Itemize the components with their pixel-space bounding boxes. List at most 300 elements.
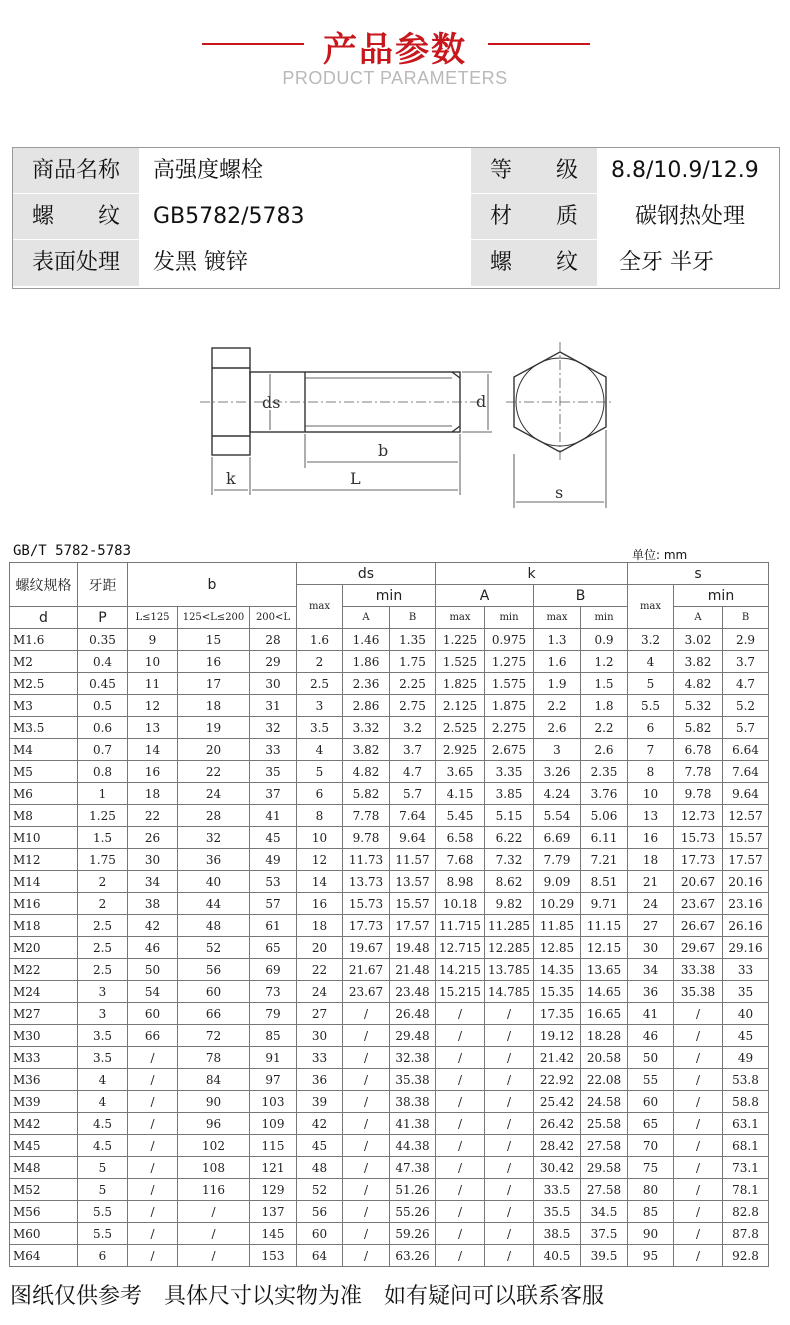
table-cell: 29.48 [390, 1025, 436, 1047]
table-cell: 21.42 [534, 1047, 581, 1069]
table-cell: / [128, 1201, 178, 1223]
table-cell: 1.35 [390, 629, 436, 651]
table-cell: 60 [128, 1003, 178, 1025]
header-spec: 螺纹规格 [10, 563, 78, 607]
table-cell: / [485, 1223, 534, 1245]
table-cell: 3 [534, 739, 581, 761]
table-row [10, 805, 769, 827]
table-cell: 4 [78, 1091, 128, 1113]
table-cell: 10.18 [436, 893, 485, 915]
header-k: k [436, 563, 628, 585]
spec-cell: M5 [10, 761, 78, 783]
table-cell: 80 [628, 1179, 674, 1201]
table-cell: 24.58 [581, 1091, 628, 1113]
table-cell: 12.715 [436, 937, 485, 959]
table-cell: 66 [178, 1003, 250, 1025]
table-cell: 2.2 [581, 717, 628, 739]
table-cell: 66 [128, 1025, 178, 1047]
table-cell: 19.12 [534, 1025, 581, 1047]
table-cell: 5.54 [534, 805, 581, 827]
table-cell: 45 [297, 1135, 343, 1157]
table-cell: 3.85 [485, 783, 534, 805]
table-cell: 17.57 [723, 849, 769, 871]
table-cell: 11.85 [534, 915, 581, 937]
table-cell: 50 [628, 1047, 674, 1069]
table-cell: 1.25 [78, 805, 128, 827]
table-cell: 36 [628, 981, 674, 1003]
table-cell: 5.5 [628, 695, 674, 717]
table-cell: 5.5 [78, 1201, 128, 1223]
table-cell: / [436, 1025, 485, 1047]
table-cell: 23.48 [390, 981, 436, 1003]
table-cell: 11.285 [485, 915, 534, 937]
table-row [10, 893, 769, 915]
table-cell: 103 [250, 1091, 297, 1113]
table-row [10, 717, 769, 739]
table-cell: 15.215 [436, 981, 485, 1003]
table-cell: / [674, 1179, 723, 1201]
table-cell: 33 [250, 739, 297, 761]
table-cell: 2.5 [297, 673, 343, 695]
table-cell: 19 [178, 717, 250, 739]
table-cell: 39 [297, 1091, 343, 1113]
table-cell: 1.575 [485, 673, 534, 695]
table-cell: 25.42 [534, 1091, 581, 1113]
table-cell: 34.5 [581, 1201, 628, 1223]
table-cell: 2.5 [78, 937, 128, 959]
table-cell: 5.45 [436, 805, 485, 827]
table-cell: 13.65 [581, 959, 628, 981]
section-title: 产品参数 [323, 30, 467, 70]
table-cell: 96 [178, 1113, 250, 1135]
param-label: 螺 纹 [13, 194, 139, 240]
table-cell: 65 [250, 937, 297, 959]
table-cell: 2 [78, 871, 128, 893]
table-cell: 5.06 [581, 805, 628, 827]
table-cell: 50 [128, 959, 178, 981]
param-label: 商品名称 [13, 148, 139, 194]
table-cell: 20 [178, 739, 250, 761]
table-cell: 15 [178, 629, 250, 651]
table-cell: 30 [250, 673, 297, 695]
table-cell: / [436, 1091, 485, 1113]
table-cell: 1.5 [581, 673, 628, 695]
header-b-lover: 200<L [250, 607, 297, 629]
table-cell: / [485, 1179, 534, 1201]
spec-cell: M24 [10, 981, 78, 1003]
table-cell: 1.525 [436, 651, 485, 673]
table-cell: 27 [297, 1003, 343, 1025]
table-cell: 5.82 [343, 783, 390, 805]
table-cell: 6.78 [674, 739, 723, 761]
table-cell: 2.6 [534, 717, 581, 739]
table-cell: 85 [628, 1201, 674, 1223]
table-cell: 1.825 [436, 673, 485, 695]
table-cell: 10.29 [534, 893, 581, 915]
table-cell: 4.82 [343, 761, 390, 783]
standard-label: GB/T 5782-5783 [13, 543, 132, 559]
table-cell: / [128, 1091, 178, 1113]
table-cell: / [485, 1069, 534, 1091]
table-cell: 53.8 [723, 1069, 769, 1091]
table-cell: 3.02 [674, 629, 723, 651]
table-cell: 29.58 [581, 1157, 628, 1179]
table-cell: 44.38 [390, 1135, 436, 1157]
table-cell: 1.5 [78, 827, 128, 849]
table-cell: 54 [128, 981, 178, 1003]
param-label: 表面处理 [13, 240, 139, 286]
table-cell: 87.8 [723, 1223, 769, 1245]
table-cell: 5.5 [78, 1223, 128, 1245]
table-cell: 18.28 [581, 1025, 628, 1047]
table-cell: 3.82 [343, 739, 390, 761]
table-cell: 6 [297, 783, 343, 805]
table-cell: 15.73 [674, 827, 723, 849]
table-cell: 7.78 [343, 805, 390, 827]
table-cell: 5 [78, 1157, 128, 1179]
table-cell: / [128, 1135, 178, 1157]
table-cell: / [436, 1157, 485, 1179]
table-cell: / [343, 1179, 390, 1201]
table-cell: 1.6 [297, 629, 343, 651]
spec-cell: M10 [10, 827, 78, 849]
table-cell: 6.69 [534, 827, 581, 849]
table-cell: 34 [628, 959, 674, 981]
table-cell: 20.67 [674, 871, 723, 893]
ds-label: ds [262, 393, 281, 412]
table-cell: 40 [723, 1003, 769, 1025]
table-row [10, 1223, 769, 1245]
table-cell: 121 [250, 1157, 297, 1179]
table-cell: 8.51 [581, 871, 628, 893]
table-cell: 38 [128, 893, 178, 915]
table-row [10, 1135, 769, 1157]
spec-cell: M33 [10, 1047, 78, 1069]
table-cell: 12 [297, 849, 343, 871]
table-cell: 3.5 [78, 1047, 128, 1069]
table-row [10, 1157, 769, 1179]
table-cell: 78.1 [723, 1179, 769, 1201]
table-cell: 55.26 [390, 1201, 436, 1223]
k-label: k [226, 469, 236, 488]
table-cell: 30 [128, 849, 178, 871]
table-cell: 2.275 [485, 717, 534, 739]
table-cell: 33.38 [674, 959, 723, 981]
header-k-a: A [436, 585, 534, 607]
table-row [10, 1113, 769, 1135]
table-cell: 15.57 [390, 893, 436, 915]
table-cell: 14 [297, 871, 343, 893]
table-cell: 16 [128, 761, 178, 783]
table-cell: / [674, 1157, 723, 1179]
table-cell: 15.57 [723, 827, 769, 849]
table-cell: 19.67 [343, 937, 390, 959]
header-pitch-p: P [78, 607, 128, 629]
table-cell: 35.5 [534, 1201, 581, 1223]
table-cell: 13.57 [390, 871, 436, 893]
table-cell: 116 [178, 1179, 250, 1201]
spec-cell: M39 [10, 1091, 78, 1113]
param-row [13, 194, 779, 240]
table-cell: 35.38 [390, 1069, 436, 1091]
table-cell: 16.65 [581, 1003, 628, 1025]
table-cell: 2.35 [581, 761, 628, 783]
table-cell: 46 [128, 937, 178, 959]
table-cell: / [343, 1003, 390, 1025]
table-cell: / [128, 1179, 178, 1201]
header-ka-min: min [485, 607, 534, 629]
table-cell: 45 [250, 827, 297, 849]
table-cell: 35 [723, 981, 769, 1003]
spec-cell: M18 [10, 915, 78, 937]
table-cell: 16 [178, 651, 250, 673]
table-cell: 19.48 [390, 937, 436, 959]
table-cell: 2.5 [78, 915, 128, 937]
table-cell: 7.79 [534, 849, 581, 871]
table-row [10, 1069, 769, 1091]
table-cell: 28 [250, 629, 297, 651]
table-cell: / [343, 1113, 390, 1135]
table-cell: 4 [297, 739, 343, 761]
param-value: 碳钢热处理 [635, 204, 746, 229]
table-cell: / [485, 1245, 534, 1267]
table-row [10, 915, 769, 937]
table-cell: 15.35 [534, 981, 581, 1003]
table-cell: 68.1 [723, 1135, 769, 1157]
table-cell: 2.75 [390, 695, 436, 717]
table-cell: 28 [178, 805, 250, 827]
table-cell: / [485, 1201, 534, 1223]
table-cell: 15.73 [343, 893, 390, 915]
table-cell: 13.785 [485, 959, 534, 981]
table-cell: 2.5 [78, 959, 128, 981]
table-cell: / [485, 1091, 534, 1113]
table-cell: 36 [178, 849, 250, 871]
table-cell: / [128, 1069, 178, 1091]
table-cell: / [128, 1245, 178, 1267]
table-cell: 27.58 [581, 1135, 628, 1157]
table-cell: 22.92 [534, 1069, 581, 1091]
table-cell: 18 [178, 695, 250, 717]
table-cell: / [436, 1135, 485, 1157]
table-cell: / [674, 1025, 723, 1047]
table-cell: 9.78 [674, 783, 723, 805]
spec-cell: M36 [10, 1069, 78, 1091]
table-cell: / [436, 1179, 485, 1201]
table-cell: 8 [628, 761, 674, 783]
table-cell: 29.67 [674, 937, 723, 959]
table-cell: / [343, 1025, 390, 1047]
param-value: 发黑 镀锌 [153, 250, 248, 275]
table-cell: 2.86 [343, 695, 390, 717]
table-cell: 3 [297, 695, 343, 717]
table-cell: 40.5 [534, 1245, 581, 1267]
table-cell: 95 [628, 1245, 674, 1267]
table-cell: 102 [178, 1135, 250, 1157]
table-cell: 4.82 [674, 673, 723, 695]
spec-cell: M64 [10, 1245, 78, 1267]
spec-cell: M4 [10, 739, 78, 761]
table-cell: / [436, 1003, 485, 1025]
table-cell: 3.5 [297, 717, 343, 739]
table-cell: 8.62 [485, 871, 534, 893]
table-cell: 33 [723, 959, 769, 981]
table-cell: 32 [178, 827, 250, 849]
table-cell: 16 [628, 827, 674, 849]
table-cell: 6.11 [581, 827, 628, 849]
table-row [10, 1047, 769, 1069]
table-cell: 78 [178, 1047, 250, 1069]
table-row [10, 871, 769, 893]
table-cell: 49 [250, 849, 297, 871]
table-cell: 73.1 [723, 1157, 769, 1179]
table-cell: / [485, 1135, 534, 1157]
table-cell: 12.15 [581, 937, 628, 959]
table-cell: 26 [128, 827, 178, 849]
table-cell: 24 [628, 893, 674, 915]
table-cell: 3 [78, 1003, 128, 1025]
table-cell: 56 [297, 1201, 343, 1223]
table-cell: 42 [128, 915, 178, 937]
table-cell: 14.785 [485, 981, 534, 1003]
table-row [10, 673, 769, 695]
table-cell: 9 [128, 629, 178, 651]
product-parameters-table [12, 147, 780, 289]
spec-cell: M45 [10, 1135, 78, 1157]
table-cell: 9.64 [390, 827, 436, 849]
table-cell: 14.35 [534, 959, 581, 981]
spec-cell: M2 [10, 651, 78, 673]
table-cell: 82.8 [723, 1201, 769, 1223]
table-cell: 65 [628, 1113, 674, 1135]
table-cell: 0.35 [78, 629, 128, 651]
table-cell: 1.9 [534, 673, 581, 695]
table-cell: 17.57 [390, 915, 436, 937]
param-row [13, 148, 779, 194]
table-cell: 44 [178, 893, 250, 915]
table-cell: 2.2 [534, 695, 581, 717]
spec-cell: M56 [10, 1201, 78, 1223]
table-cell: / [674, 1091, 723, 1113]
table-cell: 7.64 [723, 761, 769, 783]
table-cell: / [343, 1223, 390, 1245]
table-cell: 28.42 [534, 1135, 581, 1157]
table-cell: 22 [178, 761, 250, 783]
table-cell: 3.7 [723, 651, 769, 673]
table-row [10, 981, 769, 1003]
table-row [10, 783, 769, 805]
table-row [10, 629, 769, 651]
table-row [10, 761, 769, 783]
table-cell: 12.73 [674, 805, 723, 827]
table-cell: 6 [78, 1245, 128, 1267]
table-cell: 11 [128, 673, 178, 695]
table-cell: 2.125 [436, 695, 485, 717]
table-cell: 13 [128, 717, 178, 739]
table-cell: 6.64 [723, 739, 769, 761]
table-cell: 4.5 [78, 1113, 128, 1135]
table-cell: 1.225 [436, 629, 485, 651]
header-k-b: B [534, 585, 628, 607]
table-cell: 2.9 [723, 629, 769, 651]
table-cell: 9.78 [343, 827, 390, 849]
table-cell: 32 [250, 717, 297, 739]
table-cell: 9.82 [485, 893, 534, 915]
table-cell: 1.6 [534, 651, 581, 673]
param-value: 全牙 半牙 [619, 250, 714, 275]
table-cell: / [674, 1047, 723, 1069]
table-cell: 92.8 [723, 1245, 769, 1267]
table-cell: 5 [628, 673, 674, 695]
header-ds-min-a: A [343, 607, 390, 629]
table-cell: 0.4 [78, 651, 128, 673]
table-row [10, 695, 769, 717]
table-cell: 2.6 [581, 739, 628, 761]
table-cell: / [674, 1003, 723, 1025]
param-value: 8.8/10.9/12.9 [611, 158, 759, 183]
spec-cell: M3 [10, 695, 78, 717]
table-cell: 14.215 [436, 959, 485, 981]
l-label: L [350, 469, 361, 488]
table-row [10, 827, 769, 849]
table-cell: 75 [628, 1157, 674, 1179]
table-cell: 91 [250, 1047, 297, 1069]
spec-cell: M14 [10, 871, 78, 893]
table-cell: 5 [78, 1179, 128, 1201]
param-row [13, 240, 779, 286]
table-cell: / [128, 1223, 178, 1245]
table-cell: 22 [297, 959, 343, 981]
disclaimer-note: 图纸仅供参考 具体尺寸以实物为准 如有疑问可以联系客服 [10, 1284, 605, 1309]
table-cell: 17 [178, 673, 250, 695]
table-cell: / [674, 1245, 723, 1267]
table-cell: 22 [128, 805, 178, 827]
table-cell: 9.71 [581, 893, 628, 915]
table-cell: 20.58 [581, 1047, 628, 1069]
table-cell: 2.675 [485, 739, 534, 761]
table-cell: 145 [250, 1223, 297, 1245]
table-cell: 48 [297, 1157, 343, 1179]
table-cell: 8 [297, 805, 343, 827]
header-ds-min: min [343, 585, 436, 607]
table-cell: 0.8 [78, 761, 128, 783]
header-b-l125: L≤125 [128, 607, 178, 629]
spec-cell: M42 [10, 1113, 78, 1135]
table-cell: 1.275 [485, 651, 534, 673]
table-row [10, 1025, 769, 1047]
table-cell: 25.58 [581, 1113, 628, 1135]
table-cell: / [128, 1047, 178, 1069]
table-cell: 84 [178, 1069, 250, 1091]
table-cell: 51.26 [390, 1179, 436, 1201]
table-cell: 10 [297, 827, 343, 849]
table-cell: 153 [250, 1245, 297, 1267]
table-cell: 3.7 [390, 739, 436, 761]
table-cell: 4.15 [436, 783, 485, 805]
section-header [0, 22, 790, 70]
spec-cell: M3.5 [10, 717, 78, 739]
table-row [10, 849, 769, 871]
table-cell: 0.9 [581, 629, 628, 651]
table-cell: 115 [250, 1135, 297, 1157]
table-cell: 3.76 [581, 783, 628, 805]
header-b: b [128, 563, 297, 607]
table-cell: 1.75 [390, 651, 436, 673]
table-cell: 36 [297, 1069, 343, 1091]
unit-label: 单位: mm [632, 548, 688, 562]
spec-cell: M22 [10, 959, 78, 981]
param-label: 等 级 [471, 148, 597, 194]
